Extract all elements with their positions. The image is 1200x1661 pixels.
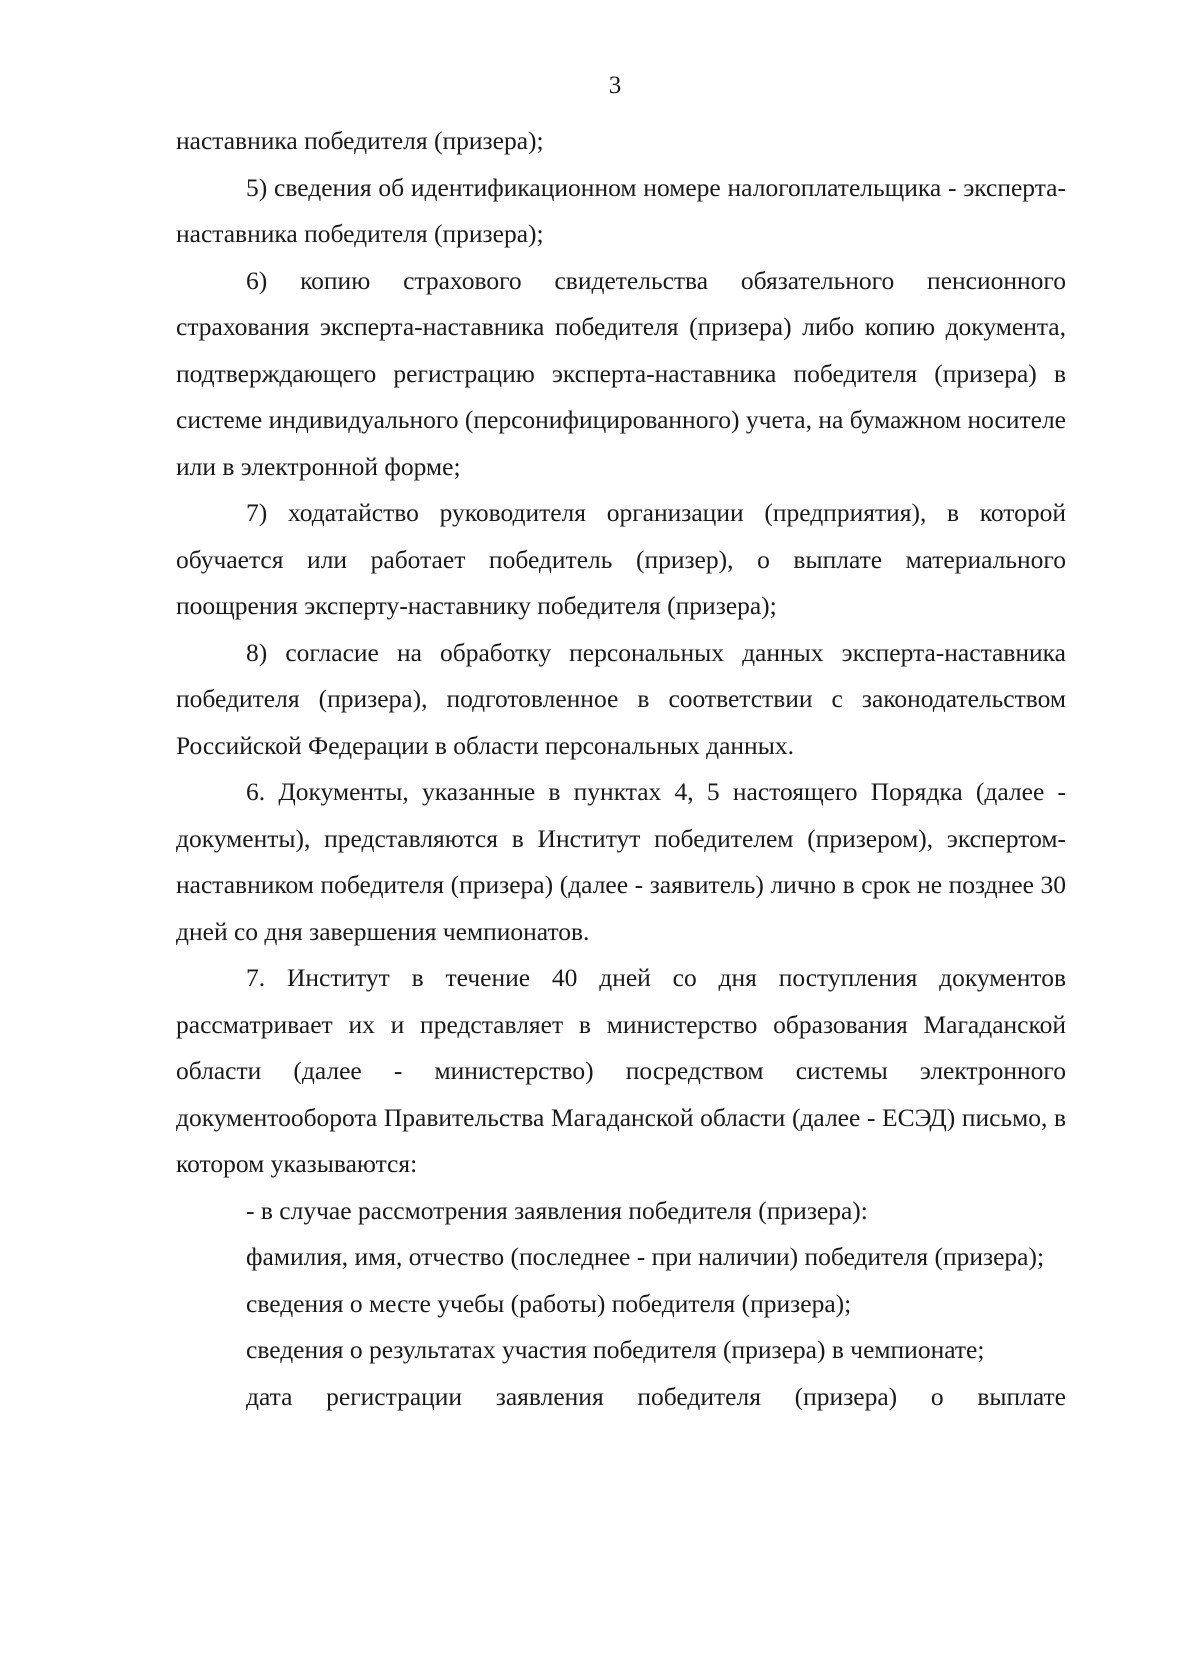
paragraph: 8) согласие на обработку персональных данных эксперта-наставника победителя (призера), подготовленное в соответствии с законодательством Российской Федерации в области персональных данных. xyxy=(176,637,1066,760)
paragraph: 7. Институт в течение 40 дней со дня поступления документов рассматривает их и представляет в министерство образования Магаданской области (далее - министерство) посредством системы электронного документооборота Правительства Магаданской области (далее - ЕСЭД) письмо, в котором указываются: xyxy=(176,963,1066,1178)
paragraph: дата регистрации заявления победителя (призера) о выплате xyxy=(246,1381,1066,1411)
paragraph: наставника победителя (призера); xyxy=(176,126,544,155)
paragraph: 5) сведения об идентификационном номере налогоплательщика - эксперта-наставника победителя (призера); xyxy=(176,172,1066,248)
paragraph: 6) копию страхового свидетельства обязательного пенсионного страхования эксперта-наставника победителя (призера) либо копию документа, подтверждающего регистрацию эксперта-наставника победителя (призера) в системе индивидуального (персонифицированного) учета, на бумажном носителе или в электронной форме; xyxy=(176,265,1066,481)
paragraph: фамилия, имя, отчество (последнее - при наличии) победителя (призера); xyxy=(246,1242,1045,1271)
paragraph: - в случае рассмотрения заявления победителя (призера): xyxy=(246,1195,868,1225)
document-body xyxy=(176,118,1066,1420)
page-number: 3 xyxy=(608,72,622,99)
paragraph: 6. Документы, указанные в пунктах 4, 5 настоящего Порядка (далее - документы), представляются в Институт победителем (призером), экспертом-наставником победителя (призера) (далее - заявитель) лично в срок не позднее 30 дней со дня завершения чемпионатов. xyxy=(176,777,1066,946)
paragraph: сведения о месте учебы (работы) победителя (призера); xyxy=(246,1288,852,1318)
paragraph: сведения о результатах участия победителя (призера) в чемпионате; xyxy=(246,1335,985,1364)
paragraph: 7) ходатайство руководителя организации (предприятия), в которой обучается или работает победитель (призер), о выплате материального поощрения эксперту-наставнику победителя (призера); xyxy=(176,498,1066,620)
